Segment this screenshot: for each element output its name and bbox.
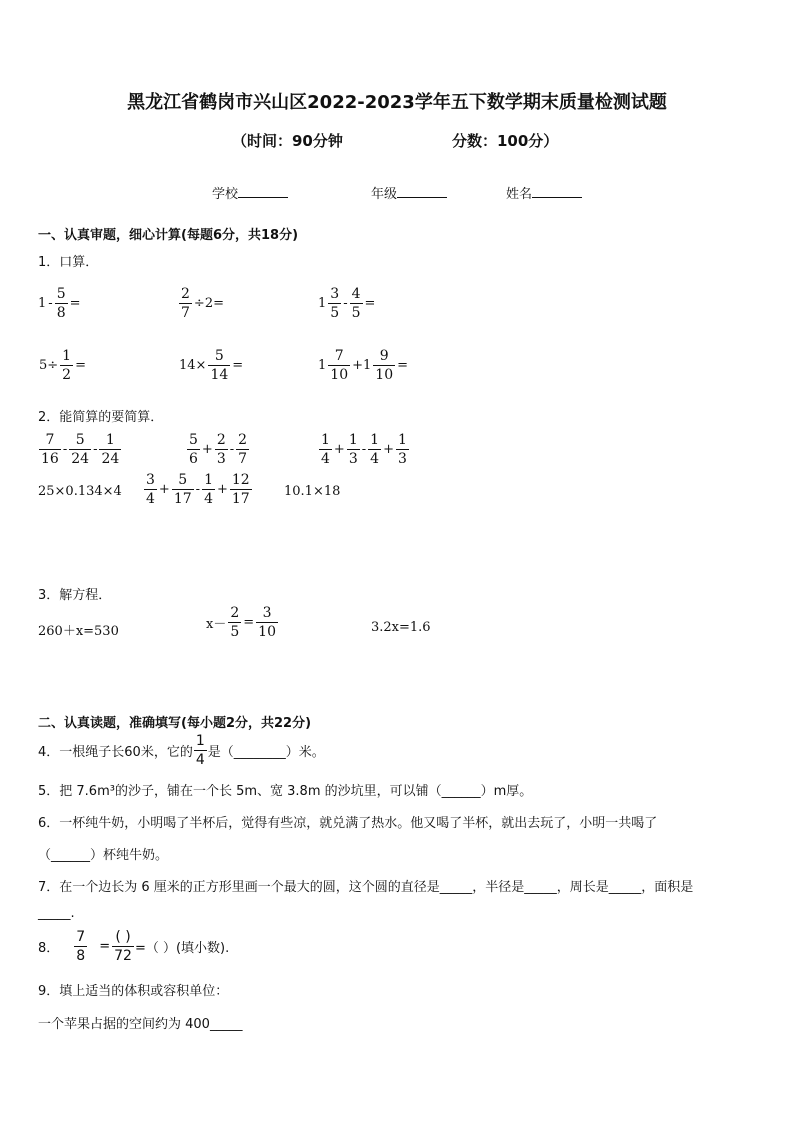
grade-blank[interactable] [397, 197, 447, 198]
school-label: 学校 [212, 187, 239, 202]
q1-expr-e: 14× $\frac{5}{14}$ = [179, 348, 244, 383]
grade-field[interactable] [371, 183, 447, 202]
q3-equation-1: 260＋x=530 [38, 624, 119, 639]
question-6-line-2: （______）杯纯牛奶。 [38, 848, 169, 863]
q1-expr-c: 1 3 5 - $\frac{4}{5}$ = [318, 286, 376, 321]
question-9-line: 一个苹果占据的空间约为 400_____ [38, 1017, 243, 1032]
question-3-label: 3．解方程． [38, 588, 112, 603]
question-5: 5．把 7.6m³的沙子，铺在一个长 5m、宽 3.8m 的沙坑里，可以铺（______）m厚。 [38, 784, 533, 799]
q1-expr-d: 5÷ $\frac{1}{2}$ = [39, 348, 86, 383]
name-blank[interactable] [532, 197, 582, 198]
question-9-label: 9．填上适当的体积或容积单位： [38, 984, 229, 999]
q2-expr-5: 3 4 + $\frac{5}{17}$ - 1 4 + $\frac{12}{17}$ [146, 472, 250, 507]
question-6-line-1: 6．一杯纯牛奶，小明喝了半杯后，觉得有些凉，就兑满了热水。他又喝了半杯，就出去玩了，小明一共喝了 [38, 816, 658, 831]
question-7-line-2: _____. [38, 906, 75, 921]
exam-time: （时间：90分钟 [232, 132, 343, 150]
q3-equation-3: 3.2x=1.6 [371, 620, 431, 635]
name-label: 姓名 [506, 187, 533, 202]
q2-expr-2: 5 6 + $\frac{2}{3}$ - 2 7 [189, 432, 248, 467]
question-1-label: 1．口算． [38, 255, 99, 270]
question-2-label: 2．能简算的要简算． [38, 410, 164, 425]
q1-expr-b: $\frac{2}{7}$ ÷2= [181, 286, 224, 321]
exam-score: 分数：100分） [452, 132, 559, 150]
q1-expr-a: 1 - $\frac{5}{8}$ = [38, 286, 81, 321]
school-field[interactable] [212, 183, 288, 202]
q2-expr-4: 25×0.134×4 [38, 484, 122, 499]
q2-expr-3: 1 4 + $\frac{1}{3}$ - 1 4 + $\frac{1}{3}$ [321, 432, 407, 467]
section-1-heading: 一、认真审题，细心计算(每题6分，共18分) [38, 228, 299, 243]
grade-label: 年级 [371, 187, 398, 202]
name-field[interactable] [506, 183, 582, 202]
question-7-line-1: 7．在一个边长为 6 厘米的正方形里画一个最大的圆，这个圆的直径是_____，半径是_____，周长是_____，面积是 [38, 880, 694, 895]
question-4: 4．一根绳子长60米，它的 1 4 是（________）米。 [38, 733, 325, 768]
school-blank[interactable] [238, 197, 288, 198]
q2-expr-6: 10.1×18 [284, 484, 341, 499]
q3-equation-2: x－ $\frac{2}{5}$ = $\frac{3}{10}$ [206, 605, 276, 640]
section-2-heading: 二、认真读题，准确填写(每小题2分，共22分) [38, 716, 312, 731]
question-8: 8． 7 8 = ( ) 72 =（ ）(填小数). [38, 929, 230, 964]
q2-expr-1: 7 16 - 5 24 - 1 24 [41, 432, 120, 467]
page-title: 黑龙江省鹤岗市兴山区2022-2023学年五下数学期末质量检测试题 [127, 92, 667, 113]
q1-expr-f: 1 7 10 +1 $\frac{9}{10}$ = [318, 348, 409, 383]
